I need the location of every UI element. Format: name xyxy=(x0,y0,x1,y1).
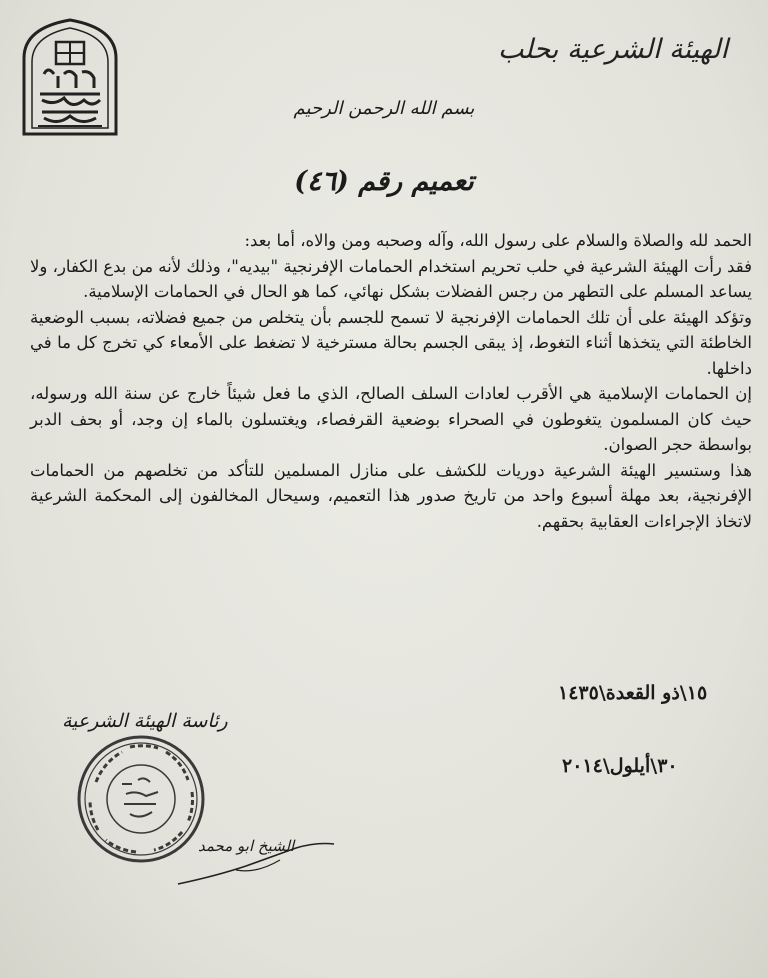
circular-body xyxy=(30,228,752,534)
opening-line: الحمد لله والصلاة والسلام على رسول الله، وآله وصحبه ومن والاه، أما بعد: xyxy=(244,231,752,250)
date-gregorian: ٣٠\أيلول\٢٠١٤ xyxy=(562,755,678,777)
paragraph-2: وتؤكد الهيئة على أن تلك الحمامات الإفرنجية لا تسمح للجسم بأن يتخلص من جميع فضلاته، بسبب الوضعية الخاطئة التي يتخذها أثناء التغوط، إذ يبقى الجسم بحالة مسترخية لا تضغط على الأمعاء كي تخرج كل ما في داخلها. xyxy=(30,307,752,378)
paragraph-1: فقد رأت الهيئة الشرعية في حلب تحريم استخدام الحمامات الإفرنجية "بيديه"، وذلك لأنه من بدع الكفار، ولا يساعد المسلم على التطهر من رجس الفضلات بشكل نهائي، كما هو الحال في الحمامات الإسلامية. xyxy=(30,256,752,301)
date-hijri: ١٥\ذو القعدة\١٤٣٥ xyxy=(558,682,708,704)
signer-name: الشيخ ابو محمد xyxy=(198,837,295,855)
signatory-title: رئاسة الهيئة الشرعية xyxy=(62,710,228,732)
organization-logo xyxy=(14,14,126,138)
mosque-emblem-icon xyxy=(14,14,126,138)
organization-name: الهيئة الشرعية بحلب xyxy=(498,34,728,65)
basmala: بسم الله الرحمن الرحيم xyxy=(293,98,475,119)
circular-title: تعميم رقم (٤٦) xyxy=(294,166,474,197)
paragraph-4: هذا وستسير الهيئة الشرعية دوريات للكشف على منازل المسلمين للتأكد من تخلصهم من الحمامات الإفرنجية، بعد مهلة أسبوع واحد من تاريخ صدور هذا التعميم، وسيحال المخالفون إلى المحكمة الشرعية لاتخاذ الإجراءات العقابية بحقهم. xyxy=(30,460,752,531)
paragraph-3: إن الحمامات الإسلامية هي الأقرب لعادات السلف الصالح، الذي ما فعل شيئاً خارج عن سنة الله ورسوله، حيث كان المسلمون يتغوطون في الصحراء بوضعية القرفصاء، ويغتسلون بالماء إن وجد، أو بحف الدبر بواسطة حجر الصوان. xyxy=(30,384,752,454)
